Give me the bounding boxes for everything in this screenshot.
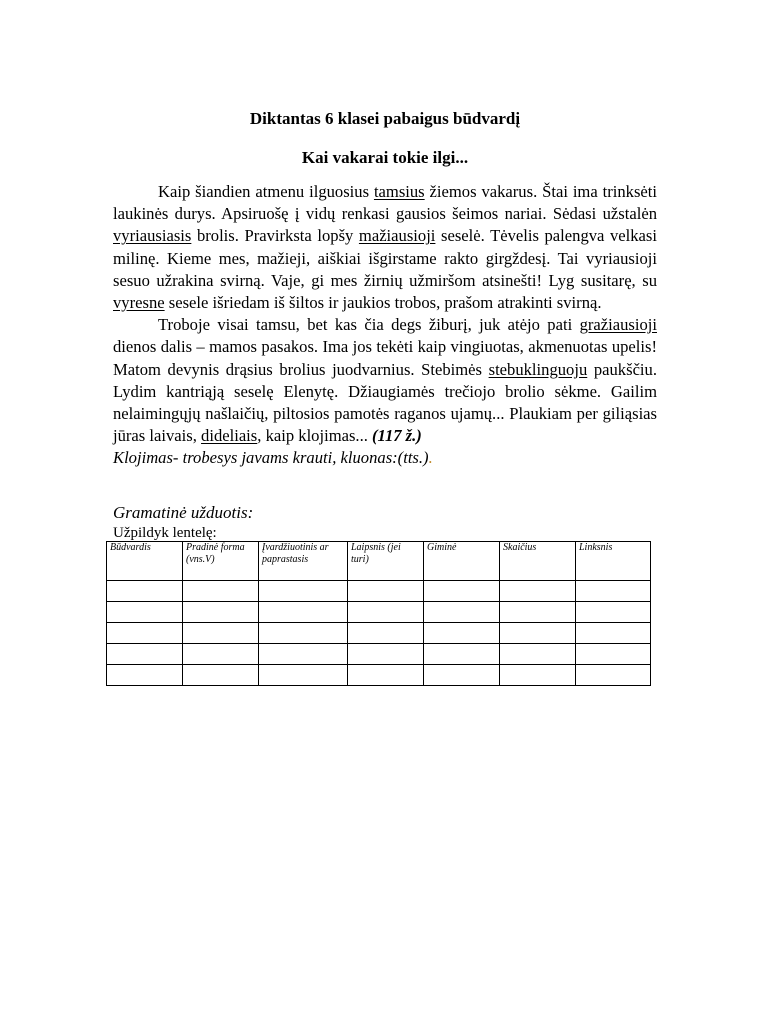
table-cell[interactable] [500,623,576,644]
table-cell[interactable] [500,665,576,686]
table-cell[interactable] [259,602,348,623]
underlined-adjective: dideliais [201,426,258,446]
table-cell[interactable] [424,665,500,686]
table-cell[interactable] [424,581,500,602]
column-header: Būdvardis [107,542,183,581]
table-cell[interactable] [424,623,500,644]
table-cell[interactable] [107,602,183,623]
column-header: Skaičius [500,542,576,581]
text-run: sesele išriedam iš šiltos ir jaukios trobos, prašom atrakinti svirną. [164,293,602,313]
table-cell[interactable] [183,581,259,602]
table-cell[interactable] [348,665,424,686]
paragraph-1 [113,181,657,314]
word-count: (117 ž.) [372,426,422,446]
table-cell[interactable] [500,644,576,665]
table-cell[interactable] [500,602,576,623]
table-cell[interactable] [424,602,500,623]
table-cell[interactable] [576,581,651,602]
table-cell[interactable] [259,665,348,686]
column-header: Linksnis [576,542,651,581]
table-cell[interactable] [183,602,259,623]
text-run: žiemos vakarus. Štai ima trinksėti laukinės durys. Apsiruošę į vidų renkasi gausios šeimos nariai. Sėdasi užstalėn [113,182,657,224]
task-heading: Gramatinė užduotis: [113,503,254,522]
column-header: Giminė [424,542,500,581]
text-run: paukščiu. Lydim kantriąją seselę Elenytę. Džiaugiamės trečiojo brolio sėkme. Gailim nelaimingųjų našlaičių, piltosios pamotės raganos ujamų... Plaukiam per giliąsias jūras laivais, [113,359,657,446]
table-cell[interactable] [576,644,651,665]
column-header: Laipsnis (jei turi) [348,542,424,581]
table-cell[interactable] [348,644,424,665]
table-header-row [107,542,651,581]
table-cell[interactable] [259,644,348,665]
table-cell[interactable] [107,665,183,686]
text-run: brolis. Pravirksta lopšy [191,226,359,246]
footnote [113,447,657,469]
table-cell[interactable] [576,602,651,623]
grammar-table [106,541,651,686]
dictation-text [113,181,657,470]
column-header: Pradinė forma (vns.V) [183,542,259,581]
column-header: Įvardžiuotinis ar paprastasis [259,542,348,581]
text-run: Kaip šiandien atmenu ilguosius [158,182,374,201]
table-cell[interactable] [348,623,424,644]
table-cell[interactable] [107,581,183,602]
table-row [107,665,651,686]
underlined-adjective: vyresne [113,293,165,313]
underlined-adjective: mažiausioji [358,226,436,246]
underlined-adjective: gražiausioji [579,315,657,335]
table-cell[interactable] [348,581,424,602]
table-cell[interactable] [259,581,348,602]
table-row [107,644,651,665]
text-run: seselė. Tėvelis palengva velkasi milinę. Kieme mes, mažieji, aiškiai išgirstame rakto girgždesį. Tai vyriausioji sesuo užrakina svirną. Vaje, gi mes žirnių užmiršom atsinešti! Lyg susitarę, su [113,226,657,290]
document-title: Diktantas 6 klasei pabaigus būdvardį [249,109,521,128]
underlined-adjective: stebuklinguoju [488,359,588,379]
task-instruction: Užpildyk lentelę: [113,525,217,541]
table-cell[interactable] [183,665,259,686]
underlined-adjective: tamsius [373,182,425,201]
footnote-text: Klojimas- trobesys javams krauti, kluonas:(tts.) [113,448,429,468]
table-cell[interactable] [107,644,183,665]
table-cell[interactable] [576,665,651,686]
table-cell[interactable] [183,623,259,644]
table-cell[interactable] [576,623,651,644]
table-cell[interactable] [348,602,424,623]
table-cell[interactable] [107,623,183,644]
table-row [107,581,651,602]
underlined-adjective: vyriausiasis [113,226,192,246]
dictation-title: Kai vakarai tokie ilgi... [301,148,469,167]
footnote-dot: . [428,448,433,468]
table-cell[interactable] [424,644,500,665]
table-cell[interactable] [183,644,259,665]
table-cell[interactable] [500,581,576,602]
text-run: , kaip klojimas... [257,426,373,446]
table-row [107,602,651,623]
text-run: Troboje visai tamsu, bet kas čia degs žiburį, juk atėjo pati [158,315,580,335]
paragraph-2 [113,314,657,447]
text-run: dienos dalis – mamos pasakos. Ima jos tekėti kaip vingiuotas, akmenuotas upelis! Matom devynis drąsius brolius juodvarnius. Stebimės [113,337,657,379]
table-row [107,623,651,644]
table-cell[interactable] [259,623,348,644]
